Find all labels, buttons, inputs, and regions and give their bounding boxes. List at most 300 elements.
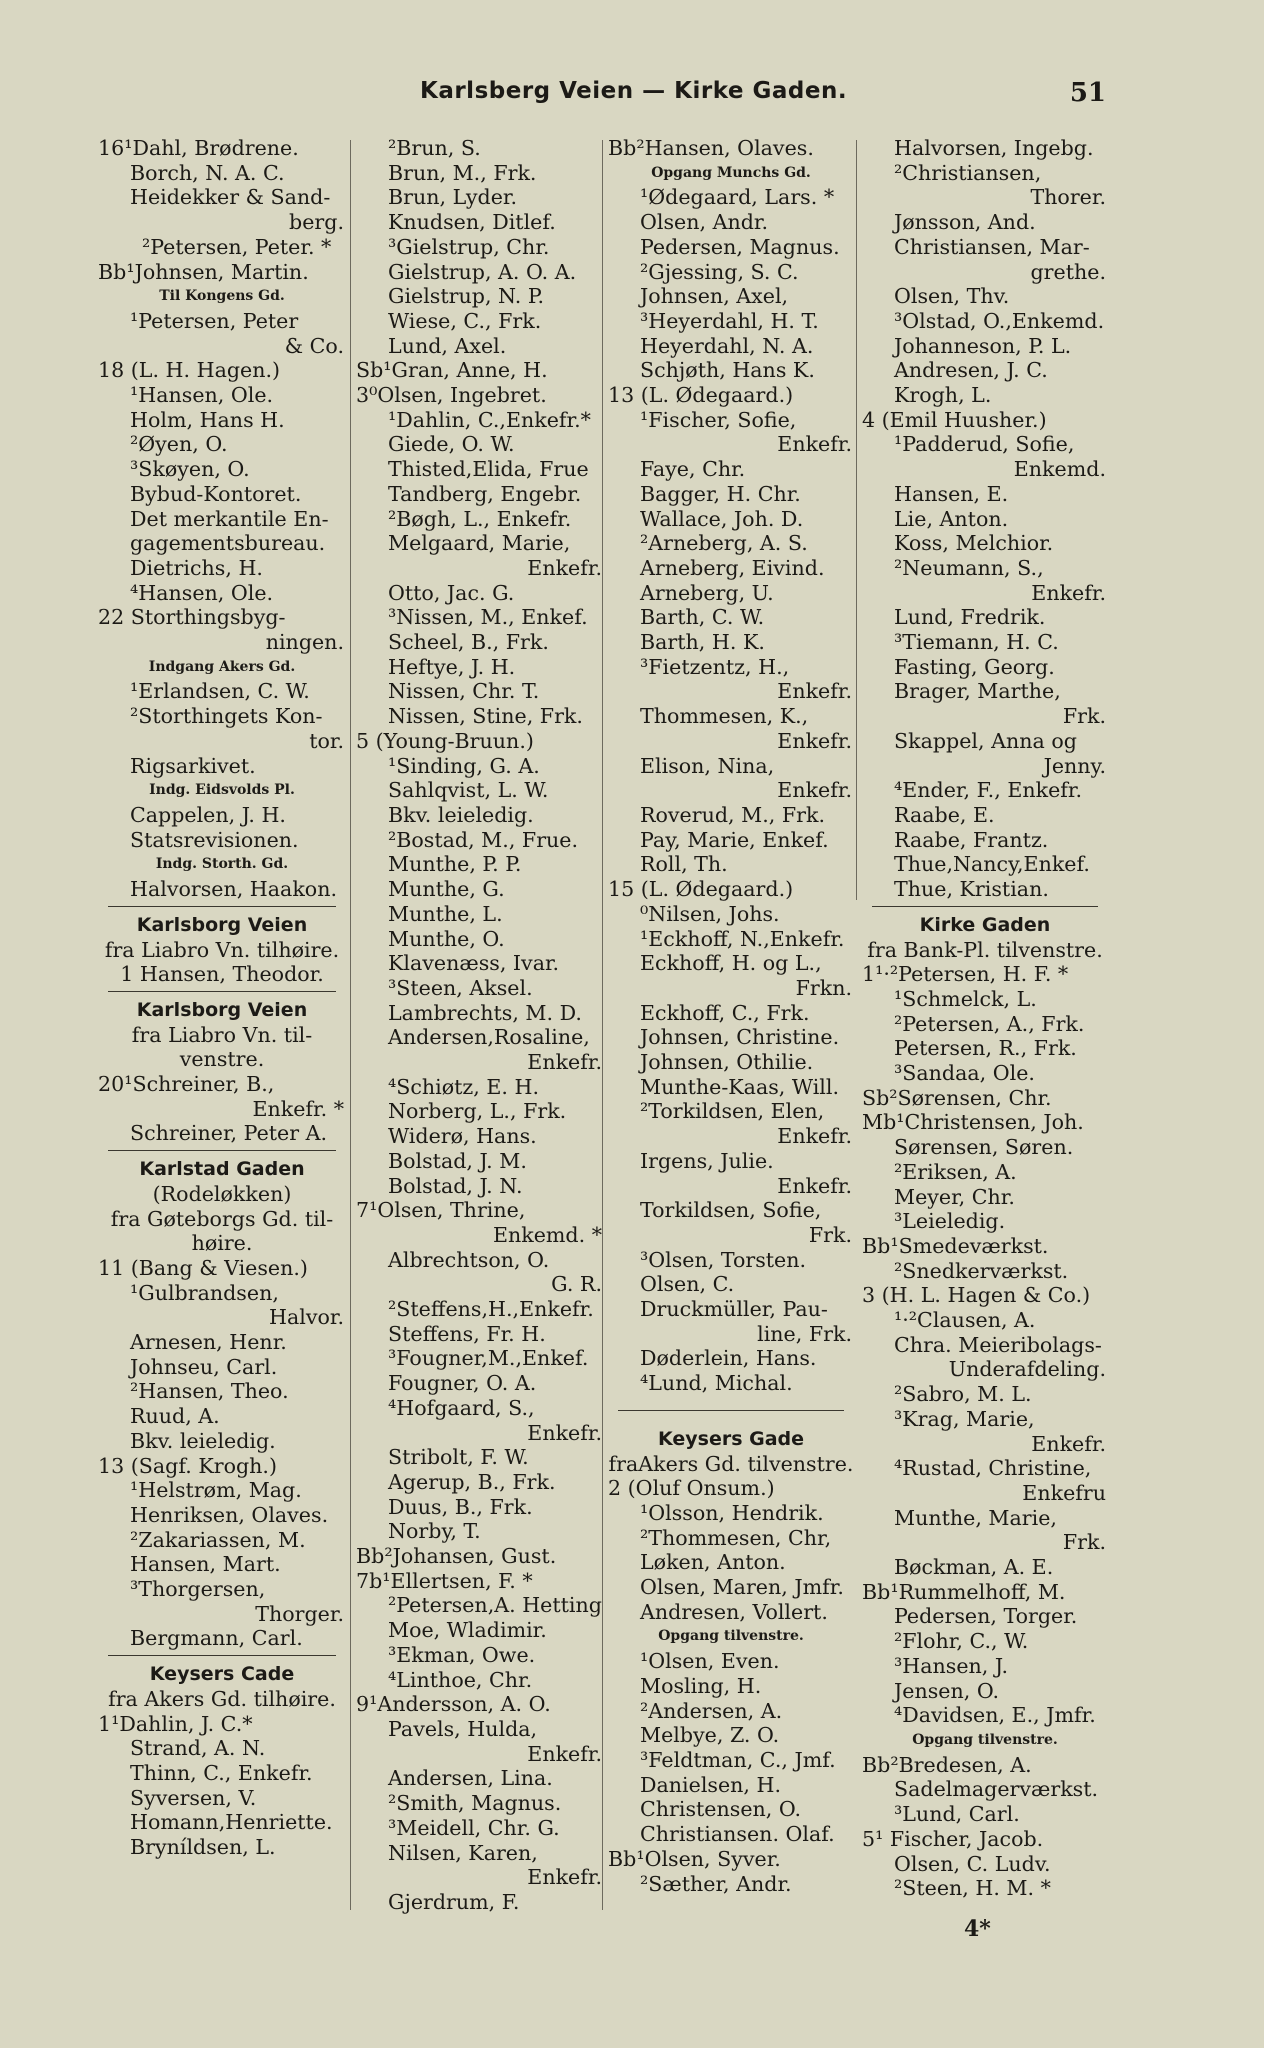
directory-entry: Bb²Hansen, Olaves. — [608, 136, 814, 160]
directory-entry: Brun, M., Frk. — [388, 160, 537, 185]
directory-entry: Enkefr. — [777, 679, 852, 704]
directory-entry: Petersen, R., Frk. — [894, 1036, 1077, 1061]
section-rule — [108, 906, 336, 907]
directory-entry: Gjerdrum, F. — [388, 1889, 520, 1914]
directory-entry: Enkemd. * — [492, 1222, 602, 1247]
directory-entry: Syversen, V. — [130, 1785, 257, 1810]
directory-entry: Christensen, O. — [640, 1797, 802, 1822]
spacer — [608, 1417, 854, 1427]
entrance-note: Opgang tilvenstre. — [658, 1628, 804, 1645]
directory-entry: Norberg, L., Frk. — [388, 1099, 567, 1124]
directory-entry: Thue,Nancy,Enkef. — [894, 852, 1090, 877]
directory-entry: Fasting, Georg. — [894, 654, 1055, 679]
directory-entry: ¹Ødegaard, Lars. * — [640, 185, 835, 210]
directory-entry: Halvorsen, Ingebg. — [894, 136, 1094, 160]
directory-entry: Raabe, Frantz. — [894, 827, 1049, 852]
directory-entry: Bkv. leieledig. — [388, 802, 534, 827]
directory-entry: Krogh, L. — [894, 383, 992, 408]
directory-entry: Raabe, E. — [894, 802, 995, 827]
directory-entry: Schreiner, Peter A. — [130, 1121, 328, 1146]
directory-entry: ¹Eckhoff, N.,Enkefr. — [640, 926, 845, 951]
directory-entry: Sb¹Gran, Anne, H. — [356, 358, 548, 383]
directory-entry: ¹Padderud, Sofie, — [894, 432, 1075, 457]
column-divider — [602, 140, 603, 1910]
directory-entry: Enkefr. — [527, 1050, 602, 1075]
directory-entry: Heidekker & Sand- — [130, 185, 331, 210]
directory-entry: 1¹·²Petersen, H. F. * — [862, 962, 1069, 987]
directory-entry: Wiese, C., Frk. — [388, 308, 542, 333]
section-rule — [618, 1410, 844, 1411]
directory-entry: Agerup, B., Frk. — [388, 1469, 556, 1494]
directory-entry: ²Sabro, M. L. — [894, 1382, 1032, 1407]
directory-entry: Giede, O. W. — [388, 432, 515, 457]
directory-entry: ²Arneberg, A. S. — [640, 531, 808, 556]
directory-entry: Bagger, H. Chr. — [640, 481, 801, 506]
directory-entry: ²Hansen, Theo. — [130, 1379, 289, 1404]
directory-entry: ²Øyen, O. — [130, 432, 228, 457]
directory-entry: Thue, Kristian. — [894, 877, 1049, 902]
directory-entry: Johnsen, Christine. — [640, 1025, 840, 1050]
directory-entry: ³Fougner,M.,Enkef. — [388, 1346, 589, 1371]
directory-entry: ²Sæther, Andr. — [640, 1871, 792, 1896]
directory-entry: ¹·²Clausen, A. — [894, 1308, 1036, 1333]
directory-entry: Lie, Anton. — [894, 506, 1009, 531]
directory-entry: G. R. — [551, 1272, 602, 1297]
directory-entry: ³Krag, Marie, — [894, 1406, 1035, 1431]
directory-entry: ⁴Davidsen, E., Jmfr. — [894, 1703, 1096, 1728]
directory-entry: Tandberg, Engebr. — [388, 481, 582, 506]
directory-entry: Sb²Sørensen, Chr. — [862, 1085, 1052, 1110]
directory-entry: Frk. — [1062, 1530, 1106, 1555]
directory-entry: ⁰Nilsen, Johs. — [640, 901, 780, 926]
directory-entry: Underafdeling. — [948, 1357, 1106, 1382]
directory-entry: Jensen, O. — [894, 1678, 1000, 1703]
directory-entry: Johnsen, Axel, — [640, 284, 789, 309]
street-heading: Karlsborg Veien — [136, 913, 308, 936]
directory-entry: ³Leieledig. — [894, 1209, 1006, 1234]
spacer — [608, 1396, 854, 1406]
directory-entry: Jønsson, And. — [894, 210, 1036, 235]
directory-entry: Thorer. — [1030, 185, 1106, 210]
directory-entry: Bøckman, A. E. — [894, 1555, 1054, 1580]
directory-entry: 22 Storthingsbyg- — [98, 605, 286, 630]
directory-entry: Bryníldsen, L. — [130, 1835, 276, 1860]
directory-entry: Olsen, Thv. — [894, 284, 1010, 309]
directory-entry: 3 (H. L. Hagen & Co.) — [862, 1283, 1091, 1308]
directory-entry: Bolstad, J. M. — [388, 1148, 527, 1173]
entrance-note: Indg. Storth. Gd. — [155, 856, 289, 873]
directory-entry: & Co. — [284, 333, 344, 358]
directory-entry: ²Bøgh, L., Enkefr. — [388, 506, 572, 531]
directory-entry: Olsen, Andr. — [640, 210, 769, 235]
directory-entry: Stribolt, F. W. — [388, 1445, 529, 1470]
directory-entry: Johnsen, Othilie. — [640, 1050, 814, 1075]
directory-entry: Cappelen, J. H. — [130, 802, 286, 827]
directory-entry: Johanneson, P. L. — [894, 333, 1072, 358]
directory-entry: Andersen, Lina. — [388, 1766, 553, 1791]
directory-entry: ¹Schmelck, L. — [894, 986, 1037, 1011]
directory-entry: 18 (L. H. Hagen.) — [98, 358, 281, 383]
directory-entry: 7b¹Ellertsen, F. * — [356, 1568, 533, 1593]
directory-entry: Klavenæss, Ivar. — [388, 951, 560, 976]
directory-entry: Knudsen, Ditlef. — [388, 210, 556, 235]
directory-entry: ³Tiemann, H. C. — [894, 630, 1059, 655]
directory-entry: Thommesen, K., — [640, 704, 809, 729]
directory-entry: Enkemd. — [1013, 457, 1106, 482]
directory-entry: ²Christiansen, — [894, 160, 1042, 185]
directory-entry: ²Brun, S. — [388, 136, 481, 160]
directory-entry: Nilsen, Karen, — [388, 1840, 538, 1865]
directory-entry: Gielstrup, N. P. — [388, 284, 545, 309]
directory-entry: Munthe, P. P. — [388, 852, 522, 877]
directory-entry: Andresen, J. C. — [894, 358, 1048, 383]
directory-entry: venstre. — [179, 1047, 265, 1072]
directory-entry: ¹Dahlin, C.,Enkefr.* — [388, 407, 591, 432]
directory-entry: Henriksen, Olaves. — [130, 1502, 329, 1527]
directory-entry: Otto, Jac. G. — [388, 580, 515, 605]
directory-entry: ¹Olsen, Even. — [640, 1649, 780, 1674]
directory-entry: Heftye, J. H. — [388, 654, 516, 679]
directory-entry: tor. — [309, 728, 344, 753]
directory-entry: ³Olsen, Torsten. — [640, 1247, 807, 1272]
directory-entry: ³Feldtman, C., Jmf. — [640, 1748, 836, 1772]
directory-entry: ¹Erlandsen, C. W. — [130, 679, 310, 704]
directory-entry: Holm, Hans H. — [130, 407, 285, 432]
directory-entry: ³Fietzentz, H., — [640, 654, 790, 679]
directory-entry: Dietrichs, H. — [130, 555, 263, 580]
directory-entry: Faye, Chr. — [640, 457, 746, 482]
entrance-note: Indg. Eidsvolds Pl. — [149, 782, 295, 799]
directory-entry: Bb²Bredesen, A. — [862, 1752, 1032, 1777]
directory-entry: Arneberg, U. — [640, 580, 774, 605]
directory-entry: 15 (L. Ødegaard.) — [608, 877, 794, 902]
directory-entry: ³Thorgersen, — [130, 1577, 266, 1602]
page-number: 51 — [1069, 78, 1106, 108]
directory-entry: ³Hansen, J. — [894, 1653, 1009, 1678]
directory-entry: ²Steffens,H.,Enkefr. — [388, 1297, 594, 1322]
directory-entry: Irgens, Julie. — [640, 1148, 774, 1173]
directory-entry: ¹Fischer, Sofie, — [640, 407, 797, 432]
directory-entry: Enkefr. — [1031, 1431, 1106, 1456]
directory-entry: Barth, C. W. — [640, 605, 765, 630]
column-4 — [862, 136, 1108, 1901]
directory-entry: ⁴Schiøtz, E. H. — [388, 1074, 539, 1099]
directory-entry: Johnseu, Carl. — [130, 1354, 278, 1379]
directory-entry: ²Steen, H. M. * — [894, 1876, 1051, 1901]
directory-entry: ³Skøyen, O. — [130, 457, 250, 482]
directory-entry: line, Frk. — [757, 1321, 852, 1346]
directory-entry: Enkefr. — [1031, 580, 1106, 605]
directory-entry: Bb¹Smedeværkst. — [862, 1233, 1049, 1258]
directory-entry: 5¹ Fischer, Jacob. — [862, 1826, 1044, 1851]
directory-entry: Gielstrup, A. O. A. — [388, 259, 577, 284]
directory-entry: Koss, Melchior. — [894, 531, 1054, 556]
directory-entry: fra Liabro Vn. til- — [131, 1022, 313, 1047]
directory-entry: 5 (Young-Bruun.) — [356, 728, 534, 753]
directory-entry: 2 (Oluf Onsum.) — [608, 1476, 775, 1501]
directory-entry: 20¹Schreiner, B., — [98, 1072, 275, 1097]
directory-entry: Bb¹Johnsen, Martin. — [98, 259, 309, 284]
directory-entry: ⁴Ender, F., Enkefr. — [894, 778, 1083, 803]
directory-entry: Bb¹Rummelhoff, M. — [862, 1579, 1066, 1604]
directory-entry: Enkefr. — [527, 1865, 602, 1890]
directory-entry: Andersen,Rosaline, — [388, 1025, 590, 1050]
directory-entry: Heyerdahl, N. A. — [640, 333, 814, 358]
directory-entry: ¹Hansen, Ole. — [130, 383, 274, 408]
directory-entry: Moe, Wladimir. — [388, 1618, 547, 1643]
directory-entry: Thisted,Elida, Frue — [388, 457, 589, 482]
directory-entry: ³Steen, Aksel. — [388, 975, 533, 1000]
directory-entry: Halvor. — [269, 1305, 344, 1330]
directory-entry: Eckhoff, C., Frk. — [640, 1000, 810, 1025]
directory-entry: 4 (Emil Huusher.) — [862, 407, 1047, 432]
directory-entry: Barth, H. K. — [640, 630, 765, 655]
directory-entry: ¹Helstrøm, Mag. — [130, 1478, 302, 1503]
directory-entry: Schjøth, Hans K. — [640, 358, 815, 383]
directory-entry: 7¹Olsen, Thrine, — [356, 1198, 526, 1223]
directory-entry: ²Andersen, A. — [640, 1698, 783, 1723]
entrance-note: Indgang Akers Gd. — [148, 658, 296, 675]
directory-entry: Det merkantile En- — [130, 506, 329, 531]
directory-entry: (Rodeløkken) — [152, 1181, 292, 1206]
directory-entry: ²Torkildsen, Elen, — [640, 1099, 825, 1124]
directory-entry: Lund, Fredrik. — [894, 605, 1046, 630]
street-heading: Kirke Gaden — [919, 913, 1051, 936]
directory-entry: ²Petersen, A., Frk. — [894, 1011, 1085, 1036]
directory-entry: Munthe, Marie, — [894, 1505, 1057, 1530]
directory-entry: Widerø, Hans. — [388, 1124, 537, 1149]
directory-entry: ⁴Hansen, Ole. — [130, 580, 274, 605]
directory-entry: ⁴Hofgaard, S., — [388, 1395, 535, 1420]
directory-entry: Munthe, O. — [388, 926, 505, 951]
directory-entry: høire. — [191, 1231, 253, 1256]
directory-entry: Pedersen, Torger. — [894, 1604, 1078, 1629]
directory-entry: Sadelmagerværkst. — [894, 1777, 1099, 1802]
directory-entry: Enkefr. — [527, 1741, 602, 1766]
directory-entry: ²Snedkerværkst. — [894, 1258, 1069, 1283]
directory-entry: Sørensen, Søren. — [894, 1135, 1074, 1160]
directory-entry: Lund, Axel. — [388, 333, 507, 358]
directory-entry: Olsen, Maren, Jmfr. — [640, 1575, 844, 1600]
directory-entry: Enkefr. — [777, 1124, 852, 1149]
directory-entry: ¹Sinding, G. A. — [388, 753, 540, 778]
signature-mark: 4* — [964, 1916, 991, 1942]
section-rule — [108, 991, 336, 992]
directory-entry: Bb¹Olsen, Syver. — [608, 1846, 781, 1871]
directory-entry: Christiansen. Olaf. — [640, 1822, 835, 1847]
directory-entry: Døderlein, Hans. — [640, 1346, 817, 1371]
directory-entry: ³Heyerdahl, H. T. — [640, 308, 819, 333]
directory-entry: 16¹Dahl, Brødrene. — [98, 136, 299, 160]
directory-entry: fra Bank-Pl. tilvenstre. — [867, 937, 1103, 962]
directory-entry: Bybud-Kontoret. — [130, 481, 302, 506]
entrance-note: Opgang tilvenstre. — [912, 1732, 1058, 1748]
directory-entry: Enkefr. — [777, 432, 852, 457]
directory-entry: ³Nissen, M., Enkef. — [388, 605, 588, 630]
directory-entry: Frkn. — [795, 975, 852, 1000]
directory-entry: Torkildsen, Sofie, — [640, 1198, 822, 1223]
directory-entry: gagementsbureau. — [130, 531, 326, 556]
street-heading: Keysers Cade — [149, 1663, 295, 1686]
column-3 — [608, 136, 854, 1896]
directory-entry: 9¹Andersson, A. O. — [356, 1692, 551, 1717]
directory-entry: ³Olstad, O.,Enkemd. — [894, 308, 1105, 333]
directory-entry: ²Gjessing, S. C. — [640, 259, 799, 284]
directory-entry: ²Eriksen, A. — [894, 1159, 1017, 1184]
directory-entry: Mb¹Christensen, Joh. — [862, 1110, 1084, 1135]
directory-entry: ²Zakariassen, M. — [130, 1527, 306, 1552]
directory-entry: Albrechtson, O. — [388, 1247, 550, 1272]
directory-entry: Pay, Marie, Enkef. — [640, 827, 829, 852]
directory-entry: Elison, Nina, — [640, 753, 775, 778]
directory-entry: Wallace, Joh. D. — [640, 506, 804, 531]
column-2 — [356, 136, 604, 1915]
directory-entry: Arneberg, Eivind. — [640, 555, 825, 580]
directory-entry: Christiansen, Mar- — [894, 234, 1090, 259]
directory-entry: Hansen, E. — [894, 481, 1009, 506]
directory-entry: Druckmüller, Pau- — [640, 1297, 828, 1322]
street-heading: Keysers Gade — [657, 1427, 805, 1450]
directory-entry: Fougner, O. A. — [388, 1371, 537, 1396]
directory-entry: fra Gøteborgs Gd. til- — [110, 1206, 334, 1231]
running-title: Karlsberg Veien — Kirke Gaden. — [420, 78, 848, 104]
directory-entry: fra Akers Gd. tilhøire. — [108, 1686, 336, 1711]
street-heading: Karlstad Gaden — [139, 1158, 305, 1181]
directory-entry: Bb²Johansen, Gust. — [356, 1544, 557, 1569]
directory-entry: Enkefr. — [527, 555, 602, 580]
directory-entry: Brun, Lyder. — [388, 185, 518, 210]
directory-entry: Nissen, Chr. T. — [388, 679, 540, 704]
directory-entry: ¹Petersen, Peter — [130, 308, 299, 333]
directory-entry: Frk. — [808, 1222, 852, 1247]
directory-entry: ningen. — [265, 630, 344, 655]
directory-entry: ⁴Linthoe, Chr. — [388, 1667, 533, 1692]
column-1 — [98, 136, 346, 1860]
directory-entry: Munthe, L. — [388, 901, 503, 926]
directory-entry: ²Storthingets Kon- — [130, 704, 323, 729]
directory-entry: Melbye, Z. O. — [640, 1723, 780, 1748]
directory-entry: Roll, Th. — [640, 852, 728, 877]
directory-entry: Hansen, Mart. — [130, 1552, 281, 1577]
column-divider — [856, 140, 857, 900]
directory-entry: Norby, T. — [388, 1519, 481, 1544]
directory-entry: Ruud, A. — [130, 1404, 220, 1429]
directory-entry: ³Sandaa, Ole. — [894, 1061, 1035, 1086]
directory-entry: Frk. — [1062, 704, 1106, 729]
directory-entry: ²Petersen, Peter. * — [142, 234, 332, 259]
directory-entry: Statsrevisionen. — [130, 827, 299, 852]
directory-entry: Enkefr. — [527, 1420, 602, 1445]
directory-entry: 1 Hansen, Theodor. — [120, 962, 324, 987]
directory-entry: Borch, N. A. C. — [130, 160, 285, 185]
directory-entry: Strand, A. N. — [130, 1736, 266, 1761]
directory-entry: Enkefr. — [777, 728, 852, 753]
directory-entry: Meyer, Chr. — [894, 1184, 1015, 1209]
directory-entry: Enkefr. — [777, 778, 852, 803]
directory-entry: ²Thommesen, Chr, — [640, 1525, 832, 1550]
section-rule — [108, 1150, 336, 1151]
directory-entry: Bolstad, J. N. — [388, 1173, 523, 1198]
directory-entry: Andresen, Vollert. — [640, 1599, 828, 1624]
directory-entry: Melgaard, Marie, — [388, 531, 571, 556]
directory-entry: Halvorsen, Haakon. — [130, 877, 338, 902]
directory-entry: Duus, B., Frk. — [388, 1494, 533, 1519]
directory-entry: 1¹Dahlin, J. C.* — [98, 1711, 253, 1736]
directory-entry: ¹Gulbrandsen, — [130, 1280, 279, 1305]
directory-entry: ³Gielstrup, Chr. — [388, 234, 550, 259]
directory-entry: 3⁰Olsen, Ingebret. — [356, 383, 547, 408]
directory-entry: Scheel, B., Frk. — [388, 630, 549, 655]
directory-entry: Arnesen, Henr. — [130, 1330, 287, 1355]
directory-entry: ¹Olsson, Hendrik. — [640, 1500, 824, 1525]
directory-entry: ²Bostad, M., Frue. — [388, 827, 579, 852]
directory-entry: Rigsarkivet. — [130, 753, 256, 778]
directory-entry: fra Liabro Vn. tilhøire. — [104, 937, 340, 962]
directory-entry: ³Ekman, Owe. — [388, 1642, 536, 1667]
directory-entry: Skappel, Anna og — [894, 728, 1077, 753]
directory-entry: ²Neumann, S., — [894, 555, 1044, 580]
directory-entry: 13 (Sagf. Krogh.) — [98, 1453, 277, 1478]
directory-entry: Olsen, C. Ludv. — [894, 1851, 1051, 1876]
directory-entry: ²Smith, Magnus. — [388, 1791, 562, 1816]
directory-entry: ⁴Lund, Michal. — [640, 1371, 793, 1396]
directory-entry: Olsen, C. — [640, 1272, 735, 1297]
directory-entry: Chra. Meieribolags- — [894, 1332, 1102, 1357]
directory-entry: Løken, Anton. — [640, 1550, 786, 1575]
directory-entry: ²Petersen,A. Hetting — [388, 1593, 602, 1618]
directory-entry: ³Lund, Carl. — [894, 1802, 1020, 1827]
directory-entry: Sahlqvist, L. W. — [388, 778, 549, 803]
directory-entry: Enkefru — [1022, 1480, 1106, 1505]
directory-entry: Thinn, C., Enkefr. — [130, 1761, 313, 1785]
directory-entry: berg. — [289, 210, 344, 235]
entrance-note: Opgang Munchs Gd. — [651, 164, 811, 181]
directory-entry: Lambrechts, M. D. — [388, 1000, 582, 1025]
directory-entry: grethe. — [1030, 259, 1106, 284]
directory-entry: Homann,Henriette. — [130, 1810, 333, 1835]
directory-entry: Brager, Marthe, — [894, 679, 1061, 704]
directory-entry: Pedersen, Magnus. — [640, 234, 840, 259]
directory-entry: ²Flohr, C., W. — [894, 1629, 1029, 1654]
directory-entry: Danielsen, H. — [640, 1772, 782, 1797]
directory-entry: 11 (Bang & Viesen.) — [98, 1255, 308, 1280]
directory-entry: Munthe-Kaas, Will. — [640, 1074, 840, 1099]
directory-entry: Steffens, Fr. H. — [388, 1321, 546, 1346]
directory-entry: Nissen, Stine, Frk. — [388, 704, 583, 729]
directory-entry: Bergmann, Carl. — [130, 1626, 303, 1651]
section-rule — [108, 1655, 336, 1656]
directory-entry: Roverud, M., Frk. — [640, 802, 825, 827]
street-heading: Karlsborg Veien — [136, 998, 308, 1021]
directory-entry: fraAkers Gd. tilvenstre. — [608, 1451, 854, 1476]
directory-entry: Munthe, G. — [388, 877, 505, 902]
directory-entry: Pavels, Hulda, — [388, 1717, 538, 1741]
page-header — [0, 72, 1264, 122]
directory-entry: ³Meidell, Chr. G. — [388, 1815, 560, 1840]
directory-entry: Thorger. — [255, 1601, 344, 1626]
section-rule — [872, 906, 1098, 907]
directory-entry: Jenny. — [1043, 753, 1106, 778]
directory-entry: Enkefr. — [777, 1173, 852, 1198]
entrance-note: Til Kongens Gd. — [159, 288, 285, 305]
directory-entry: Bkv. leieledig. — [130, 1428, 276, 1453]
column-divider — [350, 140, 351, 1910]
directory-entry: Mosling, H. — [640, 1673, 762, 1698]
directory-entry: 13 (L. Ødegaard.) — [608, 383, 794, 408]
directory-entry: Eckhoff, H. og L., — [640, 951, 822, 976]
directory-entry: Enkefr. * — [252, 1096, 344, 1121]
directory-entry: ⁴Rustad, Christine, — [894, 1456, 1092, 1481]
